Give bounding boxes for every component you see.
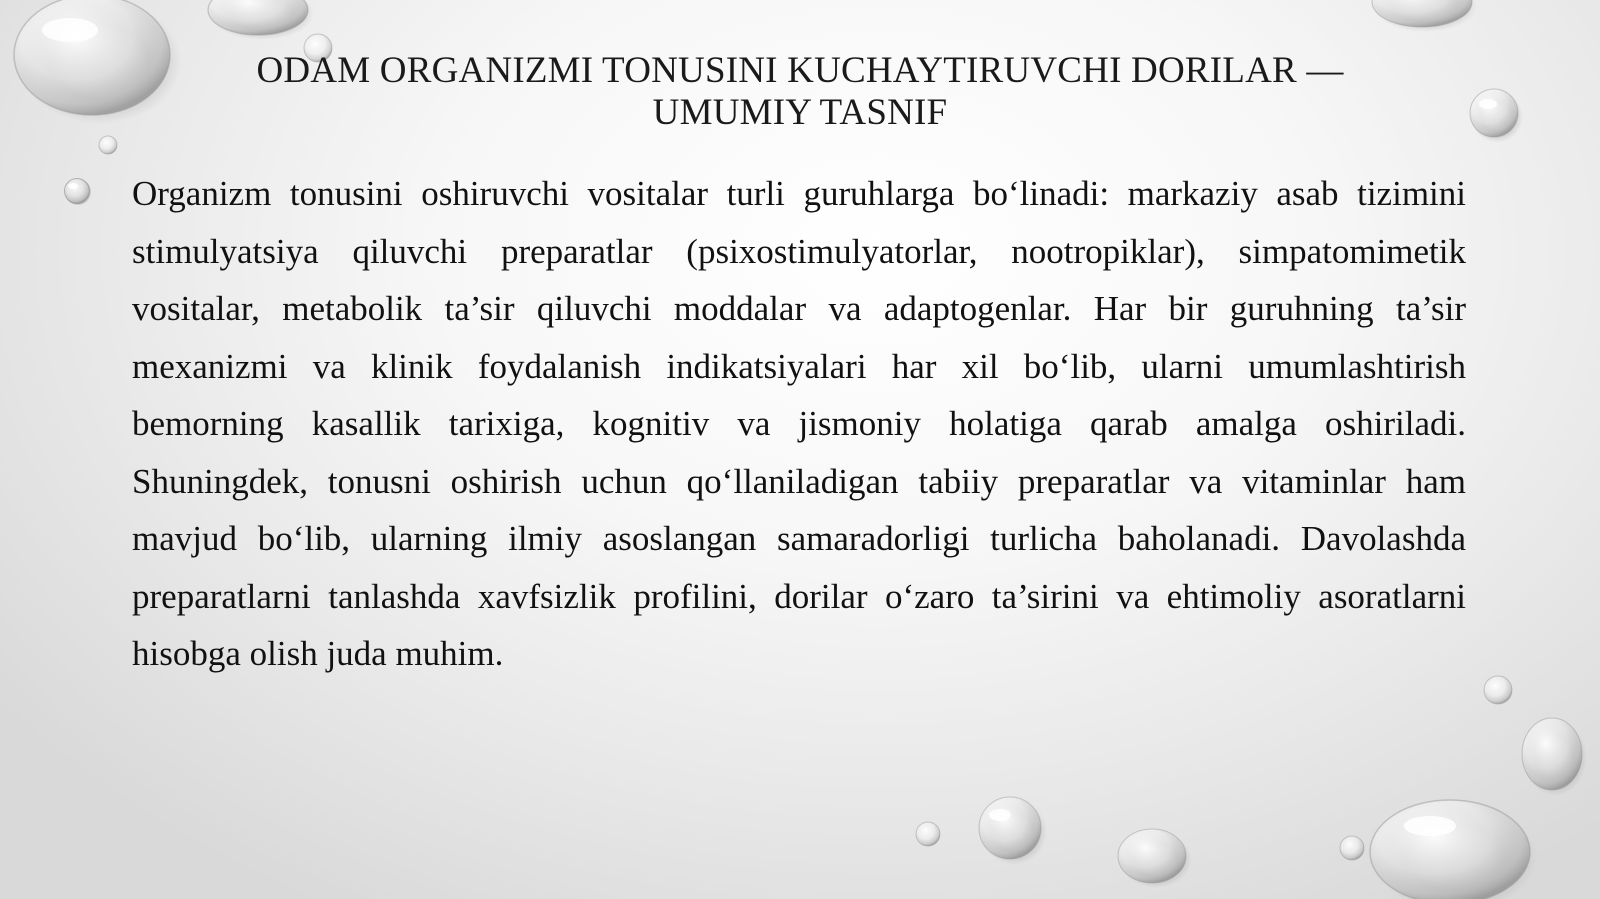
- droplet: [1522, 718, 1587, 796]
- droplet: [208, 0, 314, 40]
- droplet: [1118, 829, 1192, 888]
- droplet: [1470, 89, 1523, 143]
- slide-title: ODAM ORGANIZMI TONUSINI KUCHAYTIRUVCHI DORILAR — UMUMIY TASNIF: [256, 50, 1344, 133]
- droplet: [1372, 0, 1477, 32]
- droplet: [14, 0, 182, 124]
- droplet: [1340, 836, 1364, 860]
- slide-body-text: Organizm tonusini oshiruvchi vositalar turli guruhlarga bo‘linadi: markaziy asab tizimini stimulyatsiya qiluvchi preparatlar (psixostimulyatorlar, nootropiklar), simpatomimetik vositalar, metabolik ta’sir qiluvchi moddalar va adaptogenlar. Har bir guruhning ta’sir mexanizmi va klinik foydalanish indikatsiyalari har xil bo‘lib, ularni umumlashtirish bemorning kasallik tarixiga, kognitiv va jismoniy holatiga qarab amalga oshiriladi. Shuningdek, tonusni oshirish uchun qo‘llaniladigan tabiiy preparatlar va vitaminlar ham mavjud bo‘lib, ularning ilmiy asoslangan samaradorligi turlicha baholanadi. Davolashda preparatlarni tanlashda xavfsizlik profilini, dorilar o‘zaro ta’sirini va ehtimoliy asoratlarni hisobga olish juda muhim.: [132, 174, 1466, 673]
- droplet: [979, 797, 1047, 865]
- droplet: [1484, 676, 1512, 704]
- droplet: [1370, 800, 1537, 899]
- droplet: [916, 822, 940, 846]
- droplet: [99, 136, 117, 154]
- water-drop-bullet-icon: [62, 176, 92, 206]
